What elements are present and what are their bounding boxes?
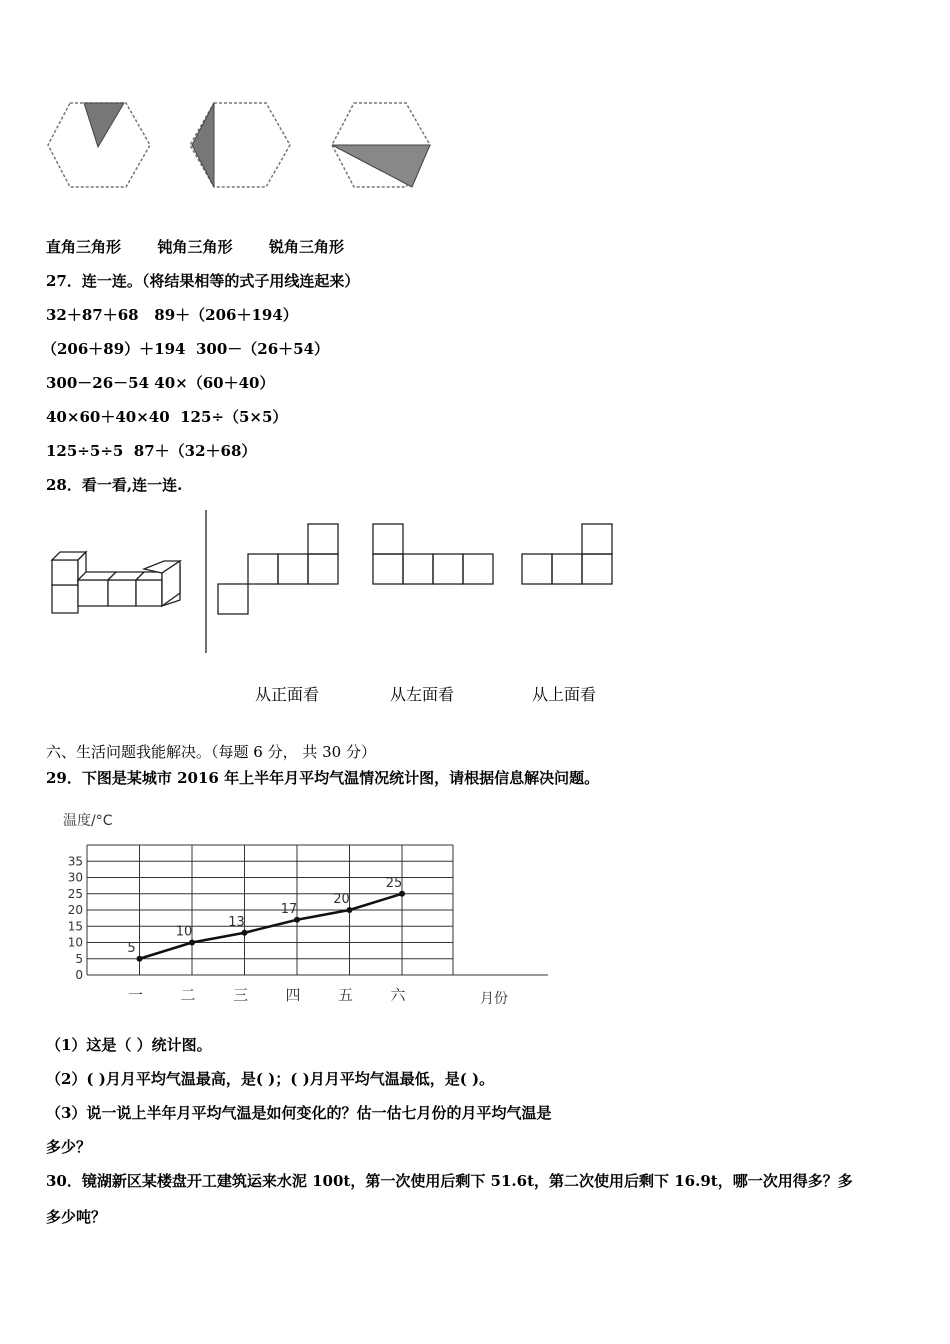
view-grid-1 xyxy=(218,524,338,614)
section-6-title: 六、生活问题我能解决。（每题 6 分， 共 30 分） xyxy=(46,743,376,761)
q30-line-1: 30．镜湖新区某楼盘开工建筑运来水泥 100t，第一次使用后剩下 51.6t，第二次使用后剩下 16.9t，哪一次用得多？多 xyxy=(46,1172,853,1190)
q27-left-3: 300－26－54 xyxy=(46,374,150,392)
q27-left-1: 32＋87＋68 xyxy=(46,306,139,324)
x-tick-label: 五 xyxy=(337,986,354,1004)
q29-sub3: （3）说一说上半年月平均气温是如何变化的？估一估七月份的月平均气温是 xyxy=(46,1104,552,1122)
y-tick-label: 20 xyxy=(67,903,83,917)
chart-xlabel: 月份 xyxy=(480,991,508,1007)
y-tick-label: 30 xyxy=(67,870,83,885)
data-point xyxy=(242,930,248,936)
x-tick-label: 三 xyxy=(232,986,249,1004)
data-label: 20 xyxy=(333,892,350,907)
data-label: 5 xyxy=(127,940,136,956)
x-tick-label: 六 xyxy=(390,986,406,1004)
view-label-left: 从左面看 xyxy=(390,685,455,704)
hexagon-3 xyxy=(332,103,430,187)
data-label: 10 xyxy=(175,924,193,940)
shaded-triangle-2 xyxy=(192,103,214,187)
chart-grid xyxy=(87,845,548,975)
x-tick-label: 二 xyxy=(180,986,196,1004)
data-point xyxy=(347,907,353,913)
hexagon-2 xyxy=(190,103,290,187)
y-tick-label: 10 xyxy=(67,935,83,950)
q29-sub1: （1）这是（ ）统计图。 xyxy=(46,1036,212,1054)
hexagon-label-1: 直角三角形 xyxy=(46,238,122,256)
view-grid-3 xyxy=(522,524,612,584)
shaded-triangle-3 xyxy=(332,145,430,187)
view-grid-2 xyxy=(373,524,493,584)
view-label-front: 从正面看 xyxy=(255,685,320,704)
q28-title: 28．看一看,连一连. xyxy=(46,476,183,494)
hexagon-label-2: 钝角三角形 xyxy=(157,238,233,256)
data-point xyxy=(189,940,195,946)
data-point xyxy=(294,917,300,923)
chart-ylabel: 温度/°C xyxy=(63,813,113,829)
y-tick-label: 25 xyxy=(67,886,83,901)
hexagon-figures xyxy=(40,95,440,195)
cube-solid xyxy=(52,552,180,613)
q29-sub2: （2）( )月月平均气温最高，是( )；( )月月平均气温最低，是( )。 xyxy=(46,1070,495,1088)
y-tick-label: 0 xyxy=(75,968,83,982)
data-point xyxy=(399,891,405,897)
hexagon-label-3: 锐角三角形 xyxy=(268,238,344,256)
q30-line-2: 多少吨？ xyxy=(46,1208,107,1226)
q29-title: 29．下图是某城市 2016 年上半年月平均气温情况统计图，请根据信息解决问题。 xyxy=(46,769,600,787)
hexagon-labels xyxy=(46,236,344,257)
q27-right-4: 125÷（5×5） xyxy=(180,408,288,426)
q27-row-5 xyxy=(46,440,256,461)
y-tick-label: 35 xyxy=(67,854,83,869)
q29-sub3-cont: 多少？ xyxy=(46,1138,92,1156)
q27-title: 27．连一连。（将结果相等的式子用线连起来） xyxy=(46,272,360,290)
q27-row-4 xyxy=(46,406,287,427)
chart-marks xyxy=(68,854,407,1004)
q27-row-2 xyxy=(42,338,329,359)
q28-figures xyxy=(40,505,640,660)
data-point xyxy=(137,956,143,962)
y-tick-label: 5 xyxy=(75,951,83,966)
q27-right-5: 87＋（32＋68） xyxy=(133,442,257,460)
data-label: 13 xyxy=(228,914,245,930)
view-label-top: 从上面看 xyxy=(532,685,597,704)
shaded-triangle-1 xyxy=(84,103,124,147)
temperature-line-chart xyxy=(40,805,570,1015)
q27-left-4: 40×60＋40×40 xyxy=(46,408,170,426)
x-tick-label: 四 xyxy=(285,986,301,1004)
x-tick-label: 一 xyxy=(127,986,144,1004)
q27-right-2: 300－（26＋54） xyxy=(195,340,330,358)
y-tick-label: 15 xyxy=(67,919,83,934)
q27-right-3: 40×（60＋40） xyxy=(154,374,275,392)
q27-row-3 xyxy=(46,372,275,393)
q27-right-1: 89＋（206＋194） xyxy=(154,306,298,324)
q27-left-5: 125÷5÷5 xyxy=(46,442,124,460)
q27-left-2: （206＋89）＋194 xyxy=(42,340,186,358)
data-label: 25 xyxy=(385,875,403,891)
q27-row-1 xyxy=(46,304,298,325)
data-label: 17 xyxy=(280,901,298,917)
hexagon-1 xyxy=(48,103,150,187)
